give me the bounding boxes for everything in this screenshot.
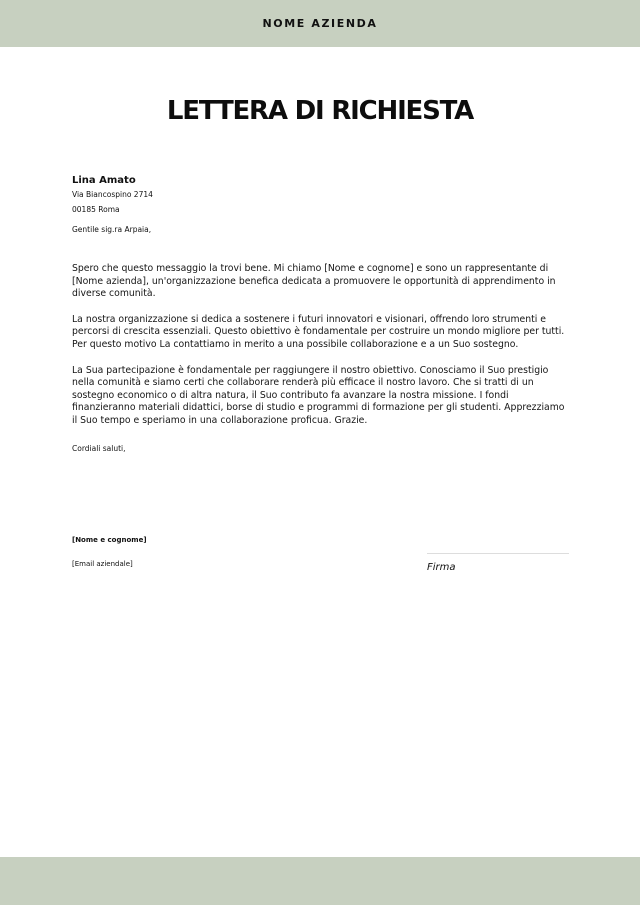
sender-block (72, 174, 153, 215)
body-paragraph: La nostra organizzazione si dedica a sostenere i futuri innovatori e visionari, offrendo loro strumenti e percorsi di crescita essenziali. Questo obiettivo è fondamentale per costruire un mondo migliore per tutti. Per questo motivo La contattiamo in merito a una possibile collaborazione e a un Suo sostegno. (72, 313, 565, 350)
salutation: Gentile sig.ra Arpaia, (72, 225, 152, 234)
body-paragraph: La Sua partecipazione è fondamentale per raggiungere il nostro obiettivo. Conosciamo il Suo prestigio nella comunità e siamo certi che collaborare renderà più efficace il nostro lavoro. Che si tratti di un sostegno economico o di altra natura, il Suo contributo fa avanzare la nostra missione. I fondi finanzieranno materiali didattici, borse di studio e programmi di formazione per gli studenti. Apprezziamo il Suo tempo e speriamo in una collaborazione proficua. Grazie. (72, 364, 565, 426)
header-band (0, 0, 640, 47)
signature-label: Firma (427, 562, 456, 573)
letter-body (72, 263, 572, 441)
footer-band (0, 857, 640, 905)
signature-line (427, 553, 569, 554)
body-paragraph: Spero che questo messaggio la trovi bene. Mi chiamo [Nome e cognome] e sono un rappresentante di [Nome azienda], un'organizzazione benefica dedicata a promuovere le opportunità di apprendimento in diverse comunità. (72, 263, 556, 300)
signature-email: [Email aziendale] (72, 560, 133, 568)
document-title: LETTERA DI RICHIESTA (166, 96, 474, 126)
sender-name: Lina Amato (72, 175, 136, 186)
sender-address-city: 00185 Roma (72, 205, 120, 214)
sender-address-street: Via Biancospino 2714 (72, 190, 153, 199)
signature-name: [Nome e cognome] (72, 536, 147, 544)
closing: Cordiali saluti, (72, 444, 126, 453)
company-name: NOME AZIENDA (262, 17, 378, 30)
